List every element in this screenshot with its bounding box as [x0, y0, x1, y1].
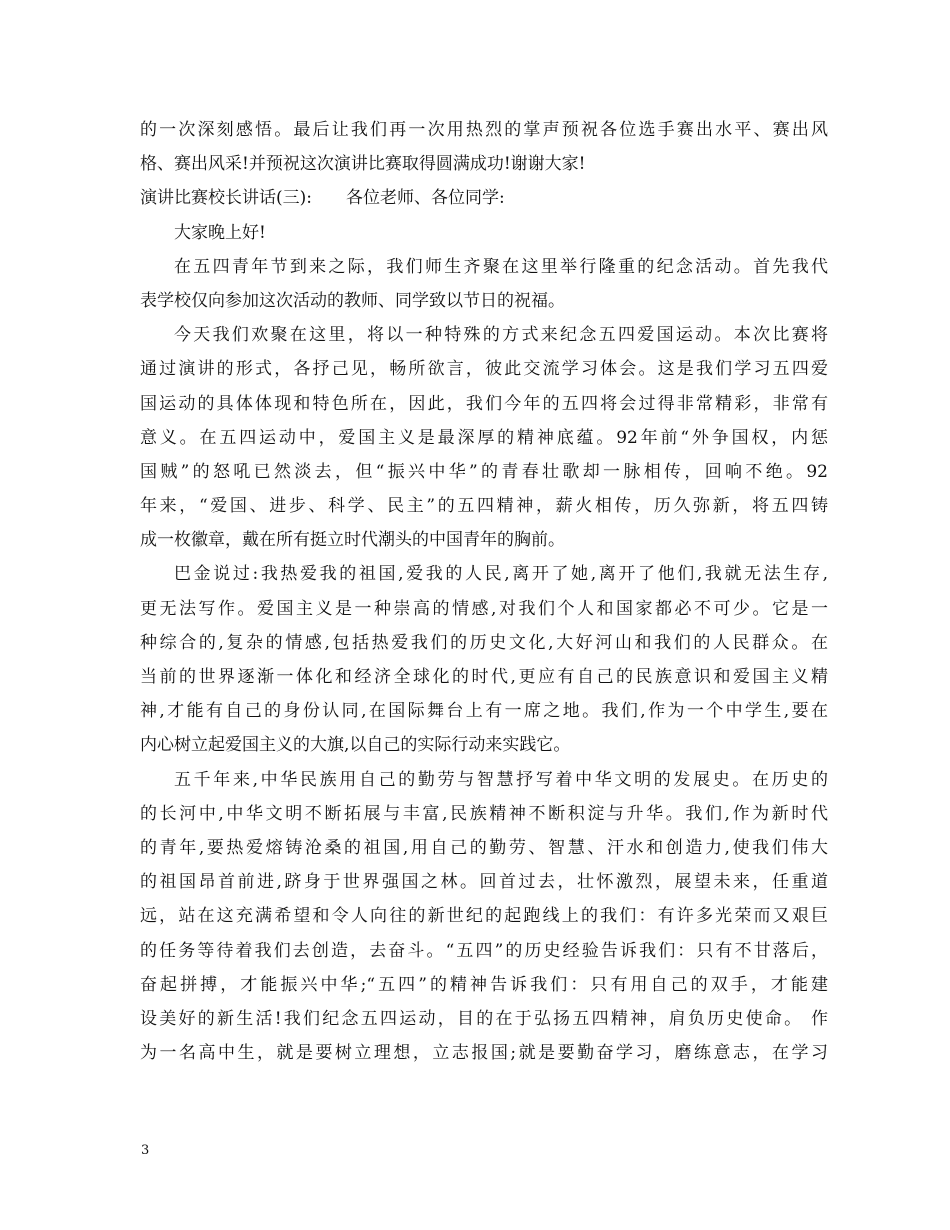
- text-line: 奋起拼搏，才能振兴中华;“五四”的精神告诉我们：只有用自己的双手，才能建: [140, 974, 828, 995]
- body-text: [140, 113, 828, 1070]
- text-line: 的祖国昂首前进,跻身于世界强国之林。回首过去，壮怀激烈，展望未来，任重道: [140, 872, 828, 893]
- text-line: 成一枚徽章，戴在所有挺立时代潮头的中国青年的胸前。: [140, 530, 565, 551]
- text-line: 的青年,要热爱熔铸沧桑的祖国,用自己的勤劳、智慧、汗水和创造力,使我们伟大: [140, 837, 828, 858]
- page-number: 3: [141, 1143, 150, 1158]
- text-line: 的一次深刻感悟。最后让我们再一次用热烈的掌声预祝各位选手赛出水平、赛出风: [140, 120, 828, 140]
- text-line: 大家晚上好!: [174, 222, 266, 243]
- text-line: 格、赛出风采!并预祝这次演讲比赛取得圆满成功!谢谢大家!: [140, 154, 586, 175]
- text-line: 在五四青年节到来之际，我们师生齐聚在这里举行隆重的纪念活动。首先我代: [174, 256, 828, 277]
- text-line: 设美好的新生活!我们纪念五四运动，目的在于弘扬五四精神，肩负历史使命。 作: [140, 1008, 828, 1029]
- text-line: 年来，“爱国、进步、科学、民主”的五四精神，薪火相传，历久弥新，将五四铸: [140, 496, 828, 517]
- text-line: 通过演讲的形式，各抒己见，畅所欲言，彼此交流学习体会。这是我们学习五四爱: [140, 359, 828, 380]
- text-line: 国运动的具体体现和特色所在，因此，我们今年的五四将会过得非常精彩，非常有: [140, 393, 828, 414]
- text-line: 意义。在五四运动中，爱国主义是最深厚的精神底蕴。92年前“外争国权，内惩: [140, 427, 828, 448]
- text-line: 当前的世界逐渐一体化和经济全球化的时代,更应有自己的民族意识和爱国主义精: [140, 667, 828, 687]
- text-line: 为一名高中生，就是要树立理想，立志报国;就是要勤奋学习，磨练意志，在学习: [140, 1043, 828, 1064]
- text-line: 今天我们欢聚在这里，将以一种特殊的方式来纪念五四爱国运动。本次比赛将: [174, 325, 828, 346]
- text-line: 的任务等待着我们去创造，去奋斗。“五四”的历史经验告诉我们：只有不甘落后，: [140, 940, 828, 961]
- text-line: 表学校仅向参加这次活动的教师、同学致以节日的祝福。: [140, 290, 565, 311]
- text-line: 更无法写作。爱国主义是一种崇高的情感,对我们个人和国家都必不可少。它是一: [140, 598, 828, 619]
- text-line: 的长河中,中华文明不断拓展与丰富,民族精神不断积淀与升华。我们,作为新时代: [140, 803, 828, 824]
- text-line: 五千年来,中华民族用自己的勤劳与智慧抒写着中华文明的发展史。在历史的: [174, 769, 828, 790]
- text-line: 神,才能有自己的身份认同,在国际舞台上有一席之地。我们,作为一个中学生,要在: [140, 701, 828, 722]
- text-line: 演讲比赛校长讲话(三): 各位老师、各位同学:: [140, 188, 505, 209]
- text-line: 国贼”的怒吼已然淡去，但“振兴中华”的青春壮歌却一脉相传，回响不绝。92: [140, 461, 828, 482]
- text-line: 巴金说过:我热爱我的祖国,爱我的人民,离开了她,离开了他们,我就无法生存,: [174, 564, 828, 585]
- text-line: 远，站在这充满希望和令人向往的新世纪的起跑线上的我们：有许多光荣而又艰巨: [140, 906, 828, 927]
- text-line: 内心树立起爱国主义的大旗,以自己的实际行动来实践它。: [140, 735, 571, 756]
- text-line: 种综合的,复杂的情感,包括热爱我们的历史文化,大好河山和我们的人民群众。在: [140, 632, 828, 653]
